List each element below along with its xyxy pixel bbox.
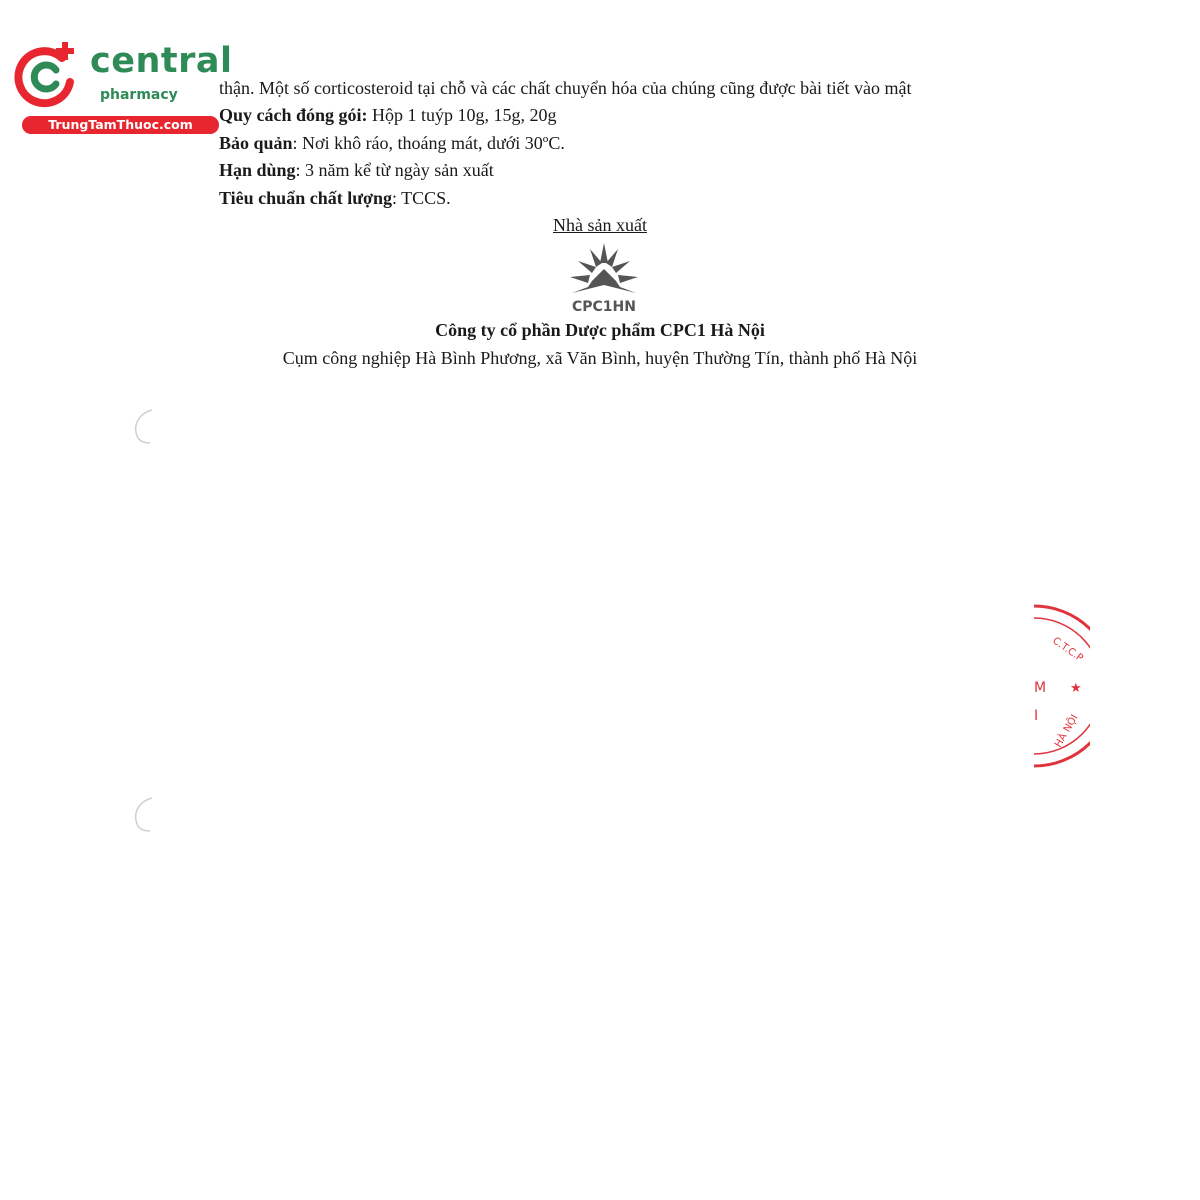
packaging-line [219,104,557,126]
cpc1hn-logo [566,241,642,317]
svg-text:I: I [1034,708,1039,724]
storage-label: Bảo quản [219,133,293,153]
storage-line [219,132,565,154]
scan-mark [130,408,156,444]
standard-value: : TCCS. [391,188,451,208]
standard-label: Tiêu chuẩn chất lượng [219,188,392,208]
svg-text:C.T.C.P: C.T.C.P [1050,635,1085,665]
excretion-text: thận. Một số corticosteroid tại chỗ và các chất chuyển hóa của chúng cũng được bài tiết vào mật [219,78,912,98]
manufacturer-heading-text: Nhà sản xuất [553,215,647,235]
svg-text:M: M [1034,680,1047,696]
svg-text:★: ★ [1070,681,1082,696]
expiry-line [219,159,494,181]
company-address: Cụm công nghiệp Hà Bình Phương, xã Văn Bình, huyện Thường Tín, thành phố Hà Nội [282,348,918,368]
svg-text:HÀ NỘI: HÀ NỘI [1053,712,1081,750]
brand-name: central [90,41,233,81]
packaging-label: Quy cách đóng gói: [219,105,368,125]
body-line-excretion [219,77,912,99]
pharmacy-cross-icon [10,38,82,110]
expiry-value: : 3 năm kể từ ngày sản xuất [295,160,494,180]
company-name: Công ty cổ phần Dược phẩm CPC1 Hà Nội [435,320,765,340]
storage-value: : Nơi khô ráo, thoáng mát, dưới 30ºC. [292,133,565,153]
packaging-value: Hộp 1 tuýp 10g, 15g, 20g [367,105,557,125]
expiry-label: Hạn dùng [219,160,296,180]
standard-line [219,187,451,209]
brand-website: TrungTamThuoc.com [22,116,219,134]
manufacturer-heading [0,214,1200,236]
company-seal-stamp [1030,600,1090,772]
central-pharmacy-logo [10,36,233,136]
brand-sub: pharmacy [100,87,178,103]
cpc1hn-logo-text: CPC1HN [572,299,636,315]
scan-mark [130,796,156,832]
